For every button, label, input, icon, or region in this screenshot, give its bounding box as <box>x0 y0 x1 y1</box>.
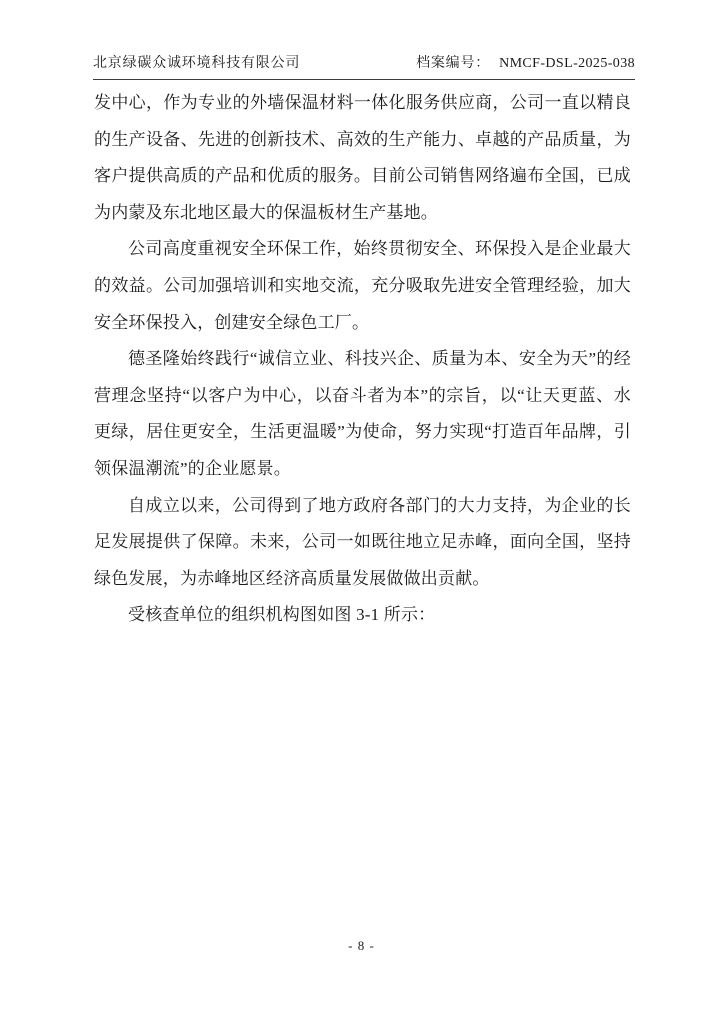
body-paragraph-3: 德圣隆始终践行“诚信立业、科技兴企、质量为本、安全为天”的经营理念坚持“以客户为中心，以奋斗者为本”的宗旨，以“让天更蓝、水更绿，居住更安全，生活更温暖”为使命，努力实现“打造百年品牌，引领保温潮流”的企业愿景。 <box>94 349 631 478</box>
document-body <box>94 85 631 634</box>
page-number: - 8 - <box>348 938 375 953</box>
page-footer <box>0 938 723 954</box>
figure-line-prefix: 受核查单位的组织机构图如图 <box>128 605 357 625</box>
header-company-name: 北京绿碳众诚环境科技有限公司 <box>93 56 301 71</box>
archive-label: 档案编号： <box>416 56 491 71</box>
figure-reference-line <box>94 597 631 634</box>
body-paragraph-4: 自成立以来，公司得到了地方政府各部门的大力支持，为企业的长足发展提供了保障。未来，公司一如既往地立足赤峰，面向全国，坚持绿色发展，为赤峰地区经济高质量发展做做出贡献。 <box>94 495 631 588</box>
body-paragraph-1: 发中心，作为专业的外墙保温材料一体化服务供应商，公司一直以精良的生产设备、先进的创新技术、高效的生产能力、卓越的产品质量，为客户提供高质的产品和优质的服务。目前公司销售网络遍布全国，已成为内蒙及东北地区最大的保温板材生产基地。 <box>94 93 631 222</box>
figure-ref: 3-1 <box>356 605 380 625</box>
archive-number: NMCF-DSL-2025-038 <box>499 56 635 71</box>
header-archive <box>416 52 635 72</box>
figure-line-suffix: 所示： <box>379 605 436 625</box>
body-paragraph-2: 公司高度重视安全环保工作，始终贯彻安全、环保投入是企业最大的效益。公司加强培训和实地交流，充分吸取先进安全管理经验，加大安全环保投入，创建安全绿色工厂。 <box>94 239 631 332</box>
page-header <box>93 52 635 80</box>
